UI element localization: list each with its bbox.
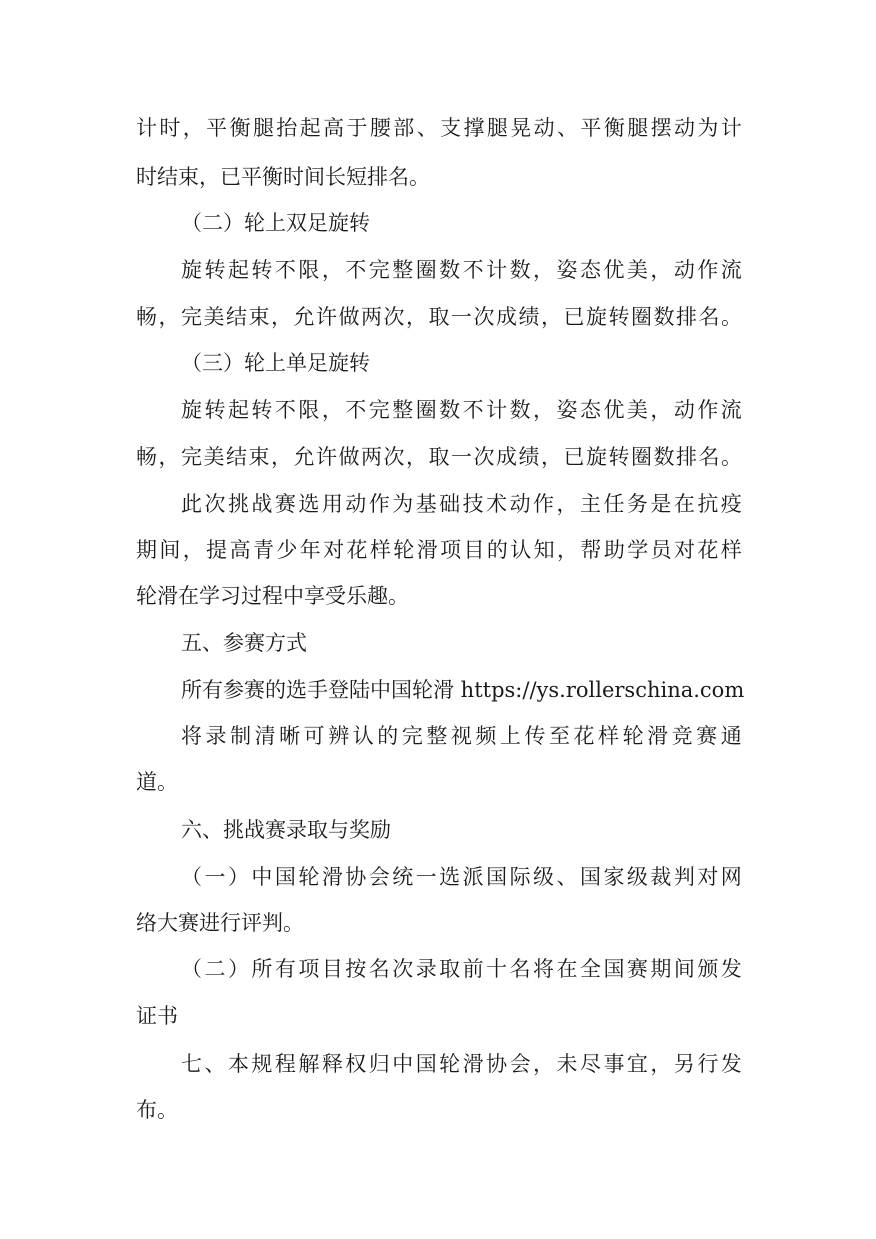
line-text: （三）轮上单足旋转 — [181, 351, 370, 375]
text-line — [0, 903, 876, 943]
text-line — [0, 484, 876, 524]
text-line — [0, 297, 876, 337]
text-line — [0, 530, 876, 570]
section-heading — [0, 623, 876, 663]
text-line — [0, 576, 876, 616]
line-text: 道。 — [136, 770, 178, 794]
text-line — [0, 108, 876, 148]
line-text: 时结束，已平衡时间长短排名。 — [136, 165, 430, 189]
section-heading — [0, 810, 876, 850]
text-line — [0, 1044, 876, 1084]
text-line — [0, 1090, 876, 1130]
section-heading — [0, 343, 876, 383]
line-text: 证书 — [136, 1004, 178, 1028]
text-line — [0, 716, 876, 756]
line-text: 旋 转 起 转 不 限 ， 不 完 整 圈 数 不 计 数 ， 姿 态 优 美 ， 动 作 流 — [181, 258, 742, 282]
line-text: 计 时 ， 平 衡 腿 抬 起 高 于 腰 部 、 支 撑 腿 晃 动 、 平 衡 腿 摆 动 为 计 — [136, 116, 742, 140]
line-text: 将 录 制 清 晰 可 辨 认 的 完 整 视 频 上 传 至 花 样 轮 滑 竞 赛 通 — [181, 724, 742, 748]
text-line — [0, 857, 876, 897]
line-text: 五、参赛方式 — [181, 631, 307, 655]
line-text: 络大赛进行评判。 — [136, 911, 304, 935]
text-line — [0, 670, 876, 710]
line-text: （ 一 ） 中 国 轮 滑 协 会 统 一 选 派 国 际 级 、 国 家 级 裁 判 对 网 — [181, 865, 742, 889]
line-text: 畅 ， 完 美 结 束 ， 允 许 做 两 次 ， 取 一 次 成 绩 ， 已 旋 转 圈 数 排 名 。 — [136, 445, 742, 469]
line-text: 旋 转 起 转 不 限 ， 不 完 整 圈 数 不 计 数 ， 姿 态 优 美 ， 动 作 流 — [181, 398, 742, 422]
section-heading — [0, 203, 876, 243]
line-text: （ 二 ） 所 有 项 目 按 名 次 录 取 前 十 名 将 在 全 国 赛 期 间 颁 发 — [181, 957, 742, 981]
line-text: 此 次 挑 战 赛 选 用 动 作 为 基 础 技 术 动 作 ， 主 任 务 是 在 抗 疫 — [181, 492, 742, 516]
text-line — [0, 250, 876, 290]
text-line — [0, 390, 876, 430]
line-text: （二）轮上双足旋转 — [181, 211, 370, 235]
line-text: 轮滑在学习过程中享受乐趣。 — [136, 584, 409, 608]
line-text: 畅 ， 完 美 结 束 ， 允 许 做 两 次 ， 取 一 次 成 绩 ， 已 旋 转 圈 数 排 名 。 — [136, 305, 742, 329]
text-line — [0, 996, 876, 1036]
line-text: 期 间 ， 提 高 青 少 年 对 花 样 轮 滑 项 目 的 认 知 ， 帮 助 学 员 对 花 样 — [136, 538, 742, 562]
text-line — [0, 949, 876, 989]
text-line — [0, 157, 876, 197]
text-line — [0, 437, 876, 477]
line-text: 六、挑战赛录取与奖励 — [181, 818, 391, 842]
line-text: 七 、 本 规 程 解 释 权 归 中 国 轮 滑 协 会 ， 未 尽 事 宜 ， 另 行 发 — [181, 1052, 742, 1076]
line-text: 所有参赛的选手登陆中国轮滑 https://ys.rollerschina.com — [181, 678, 745, 702]
text-line — [0, 762, 876, 802]
line-text: 布。 — [136, 1098, 178, 1122]
